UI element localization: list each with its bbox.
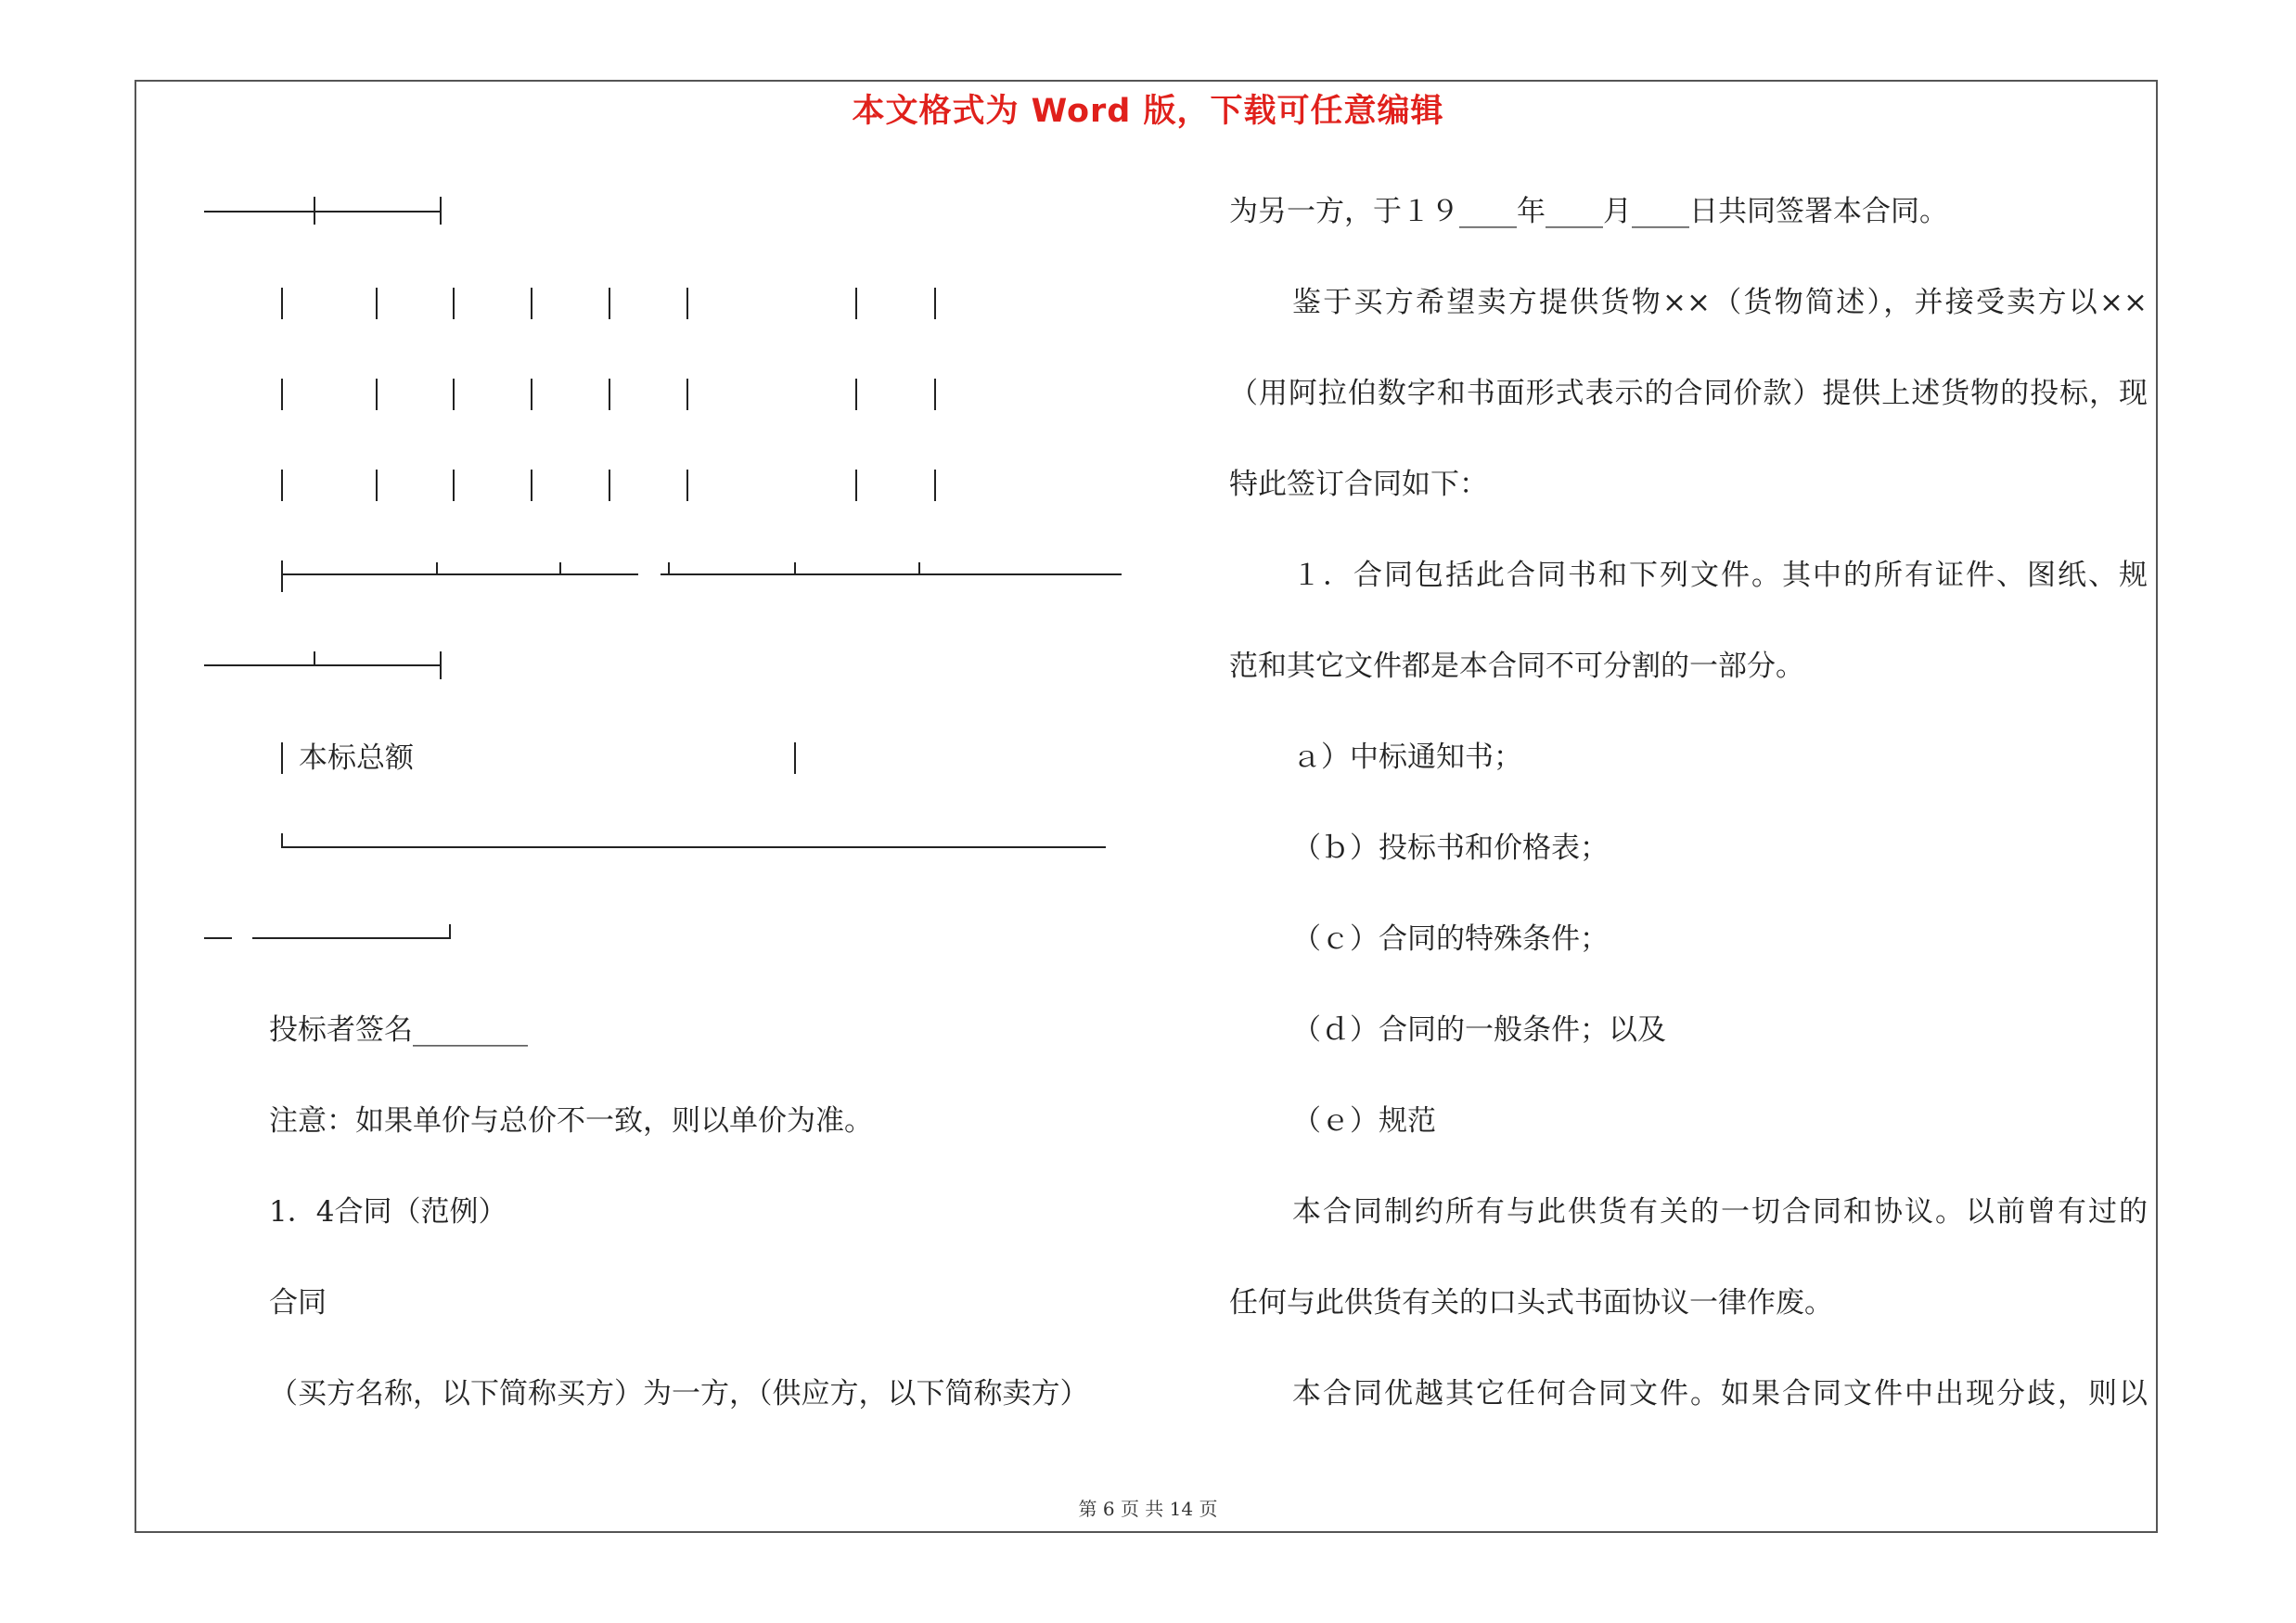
right-line-3: （用阿拉伯数字和书面形式表示的合同价款）提供上述货物的投标，现 — [1229, 377, 2148, 410]
page-footer: 第 6 页 共 14 页 — [1078, 1498, 1218, 1520]
right-line-8: （ｂ）投标书和价格表； — [1292, 831, 1609, 865]
bidder-signature: 投标者签名________ — [269, 1013, 528, 1047]
right-line-7: ａ）中标通知书； — [1292, 741, 1522, 774]
right-line-5: １．合同包括此合同书和下列文件。其中的所有证件、图纸、规 — [1292, 559, 2148, 592]
right-line-11: （ｅ）规范 — [1292, 1104, 1436, 1138]
format-banner: 本文格式为 Word 版，下载可任意编辑 — [852, 93, 1444, 130]
right-line-2: 鉴于买方希望卖方提供货物××（货物简述），并接受卖方以×× — [1292, 286, 2148, 319]
right-line-14: 本合同优越其它任何合同文件。如果合同文件中出现分歧，则以 — [1292, 1377, 2148, 1410]
right-line-1: 为另一方，于１９____年____月____日共同签署本合同。 — [1229, 195, 1948, 228]
total-amount-label: 本标总额 — [299, 741, 414, 775]
right-line-13: 任何与此供货有关的口头式书面协议一律作废。 — [1229, 1286, 1833, 1320]
parties-line: （买方名称，以下简称买方）为一方，（供应方，以下简称卖方） — [269, 1377, 1089, 1410]
right-line-12: 本合同制约所有与此供货有关的一切合同和协议。以前曾有过的 — [1292, 1195, 2148, 1229]
contract-title: 合同 — [269, 1286, 327, 1320]
price-note: 注意：如果单价与总价不一致，则以单价为准。 — [269, 1104, 873, 1138]
right-line-10: （ｄ）合同的一般条件；以及 — [1292, 1013, 1666, 1047]
right-line-4: 特此签订合同如下： — [1229, 468, 1488, 501]
right-line-6: 范和其它文件都是本合同不可分割的一部分。 — [1229, 650, 1804, 683]
section-heading: 1．4合同（范例） — [269, 1195, 507, 1229]
right-line-9: （ｃ）合同的特殊条件； — [1292, 922, 1609, 956]
